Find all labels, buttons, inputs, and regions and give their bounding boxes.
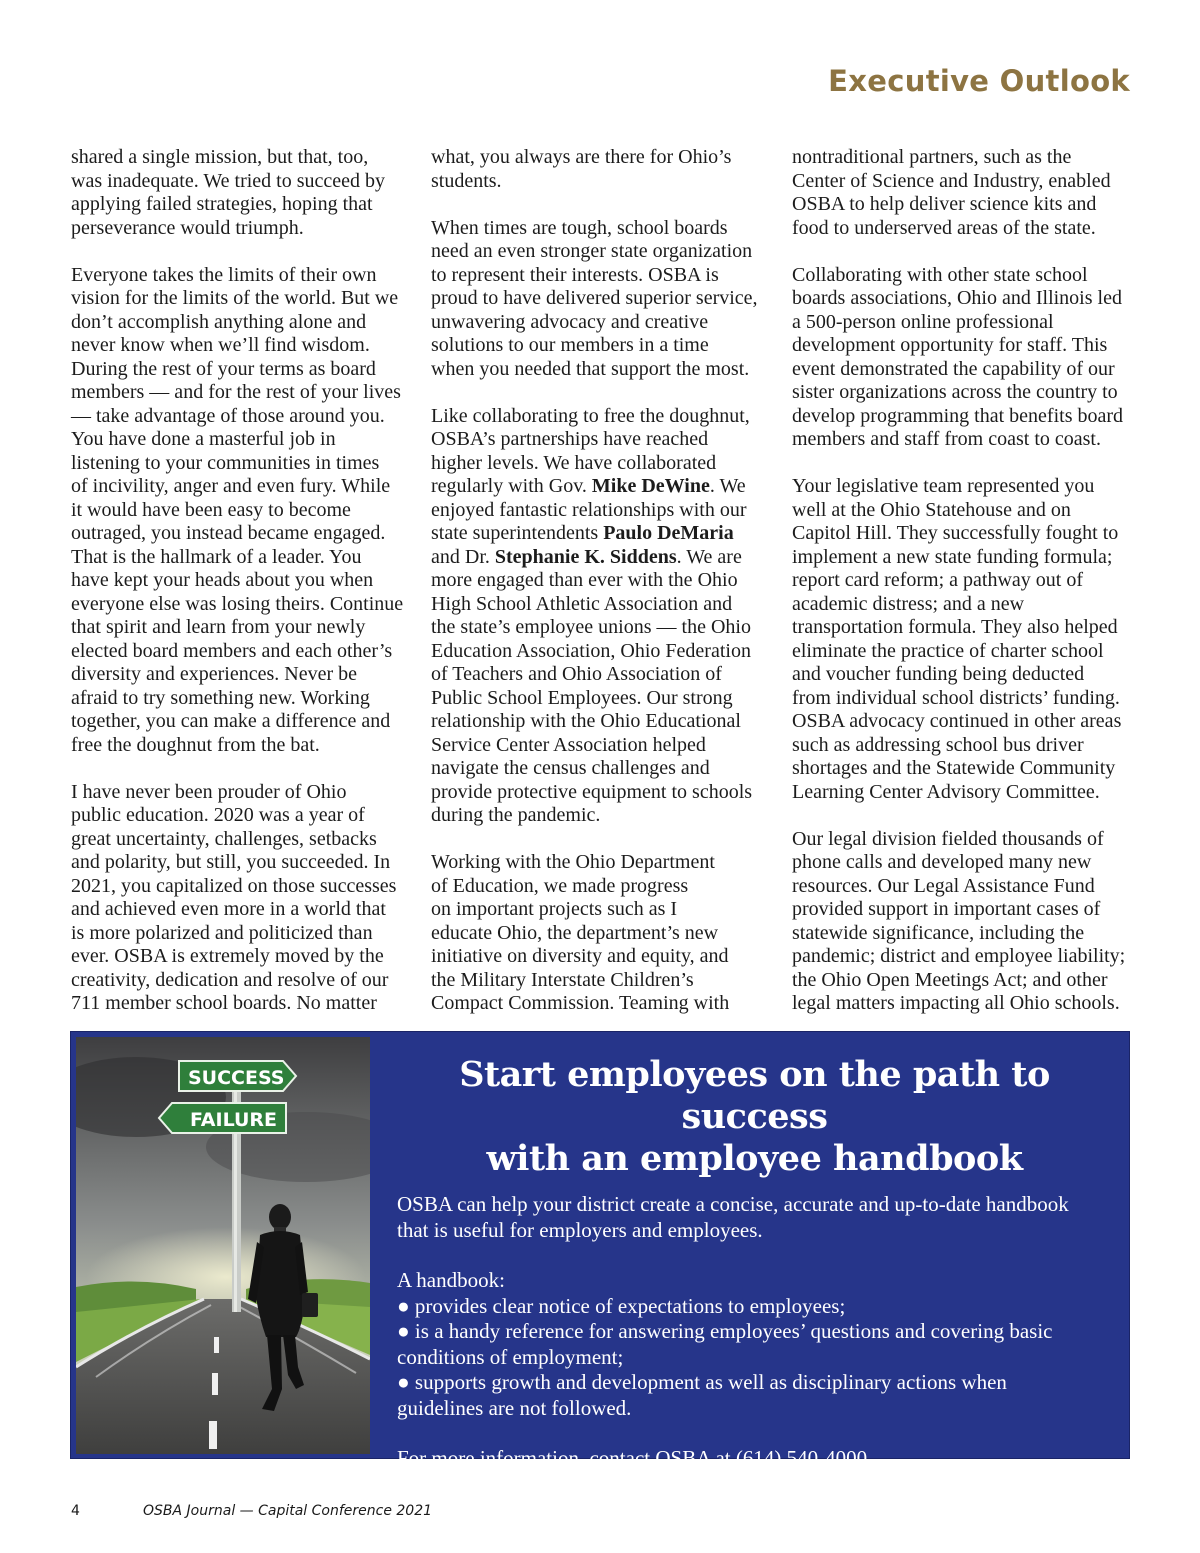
crossroads-signpost-photo [76,1037,370,1454]
text-line: development opportunity for staff. This [792,334,1108,356]
text-line: I have never been prouder of Ohio [71,780,347,803]
sign-success-label: SUCCESS [188,1067,285,1089]
text-line: higher levels. We have collaborated [431,451,717,474]
text-line: diversity and experiences. Never be [71,663,357,685]
text-line: the state’s employee unions — the Ohio [431,616,751,638]
text-line: pandemic; district and employee liability; [792,945,1126,967]
handbook-advertisement [70,1031,1130,1470]
text-line: proud to have delivered superior service, [431,287,758,309]
page-number: 4 [71,1503,80,1519]
text-line: never know when we’ll find wisdom. [71,334,370,356]
text-line: more engaged than ever with the Ohio [431,569,738,591]
text-line: and Dr. Stephanie K. Siddens. We are [431,545,742,568]
text-line: implement a new state funding formula; [792,545,1113,568]
text-line: was inadequate. We tried to succeed by [71,169,386,192]
text-line: applying failed strategies, hoping that [71,193,373,215]
text-line: on important projects such as I [431,898,678,920]
article-column-2 [431,146,776,1016]
paragraph [792,146,1137,240]
ad-text-line: A handbook: [397,1268,505,1292]
text-line: together, you can make a difference and [71,710,391,732]
text-line: everyone else was losing theirs. Continue [71,592,404,615]
text-line: Capitol Hill. They successfully fought to [792,522,1119,544]
text-line: that spirit and learn from your newly [71,616,366,638]
text-line: report card reform; a pathway out of [792,569,1083,591]
text-line: Collaborating with other state school [792,263,1088,286]
ad-headline-line-2: with an employee handbook [486,1138,1023,1179]
ad-text-line: For more information, contact OSBA at (614) 540-4000. [397,1446,873,1470]
text-line: Learning Center Advisory Committee. [792,780,1100,803]
text-line: boards associations, Ohio and Illinois led [792,287,1122,309]
paragraph [71,781,416,1016]
page-footer [71,1503,433,1519]
text-line: statewide significance, including the [792,921,1085,944]
text-line: and achieved even more in a world that [71,898,386,920]
paragraph [431,217,776,382]
text-line: educate Ohio, the department’s new [431,921,719,944]
ad-text-line: ● is a handy reference for answering employees’ questions and covering basic [397,1319,1053,1343]
text-line: Center of Science and Industry, enabled [792,169,1111,192]
paragraph [792,264,1137,452]
text-line: OSBA advocacy continued in other areas [792,710,1122,732]
text-line: provide protective equipment to schools [431,780,753,803]
text-line: to represent their interests. OSBA is [431,263,719,286]
text-line: public education. 2020 was a year of [71,804,365,826]
text-line: students. [431,169,502,192]
section-title: Executive Outlook [828,64,1130,98]
text-line: from individual school districts’ funding. [792,686,1120,709]
text-line: OSBA to help deliver science kits and [792,193,1097,215]
text-line: transportation formula. They also helped [792,616,1118,638]
text-line: Like collaborating to free the doughnut, [431,404,750,427]
ad-text-line: ● supports growth and development as well as disciplinary actions when [397,1370,1007,1394]
text-line: Working with the Ohio Department [431,851,715,873]
text-line: when you needed that support the most. [431,357,750,380]
ad-text-line: conditions of employment; [397,1344,624,1369]
text-line: When times are tough, school boards [431,216,728,239]
text-line: resources. Our Legal Assistance Fund [792,874,1095,897]
text-line: OSBA’s partnerships have reached [431,428,709,450]
text-line: regularly with Gov. Mike DeWine. We [431,475,746,497]
text-line: great uncertainty, challenges, setbacks [71,827,377,850]
article-column-1 [71,146,416,1016]
text-line: food to underserved areas of the state. [792,216,1096,239]
publication-name: OSBA Journal — Capital Conference 2021 [143,1503,433,1519]
text-line: sister organizations across the country to [792,381,1118,403]
ad-paragraph [397,1446,1112,1472]
text-line: of Education, we made progress [431,874,689,897]
article-column-3 [792,146,1137,1016]
text-line: well at the Ohio Statehouse and on [792,498,1071,521]
sign-failure-label: FAILURE [190,1109,278,1131]
text-line: navigate the census challenges and [431,757,710,779]
text-line: such as addressing school bus driver [792,733,1084,756]
text-line: free the doughnut from the bat. [71,733,320,756]
text-line: listening to your communities in times [71,451,380,474]
ad-paragraph [397,1268,1112,1421]
text-line: of incivility, anger and even fury. While [71,475,391,497]
text-line: shortages and the Statewide Community [792,757,1116,779]
text-line: Service Center Association helped [431,733,706,756]
text-line: enjoyed fantastic relationships with our [431,498,747,521]
text-line: perseverance would triumph. [71,216,304,239]
paragraph [431,405,776,828]
ad-text-area [397,1032,1112,1497]
text-line: state superintendents Paulo DeMaria [431,522,734,544]
text-line: Everyone takes the limits of their own [71,263,377,286]
text-line: develop programming that benefits board [792,404,1124,427]
text-line: Education Association, Ohio Federation [431,639,751,662]
text-line: phone calls and developed many new [792,851,1092,873]
text-line: and polarity, but still, you succeeded. In [71,851,391,873]
text-line: what, you always are there for Ohio’s [431,146,732,168]
text-line: creativity, dedication and resolve of our [71,968,389,991]
text-line: the Military Interstate Children’s [431,968,694,991]
paragraph [792,828,1137,1016]
text-line: provided support in important cases of [792,898,1101,920]
text-line: Our legal division fielded thousands of [792,827,1104,850]
text-line: relationship with the Ohio Educational [431,710,741,732]
text-line: During the rest of your terms as board [71,357,376,380]
text-line: it would have been easy to become [71,498,351,521]
text-line: eliminate the practice of charter school [792,639,1104,662]
text-line: don’t accomplish anything alone and [71,310,367,333]
text-line: need an even stronger state organization [431,240,753,262]
text-line: Compact Commission. Teaming with [431,992,730,1014]
text-line: That is the hallmark of a leader. You [71,545,362,568]
ad-text-line: that is useful for employers and employees. [397,1217,763,1242]
ad-text-line: OSBA can help your district create a concise, accurate and up-to-date handbook [397,1192,1069,1216]
text-line: You have done a masterful job in [71,428,336,450]
text-line: the Ohio Open Meetings Act; and other [792,968,1108,991]
text-line: is more polarized and politicized than [71,921,373,944]
text-line: a 500-person online professional [792,310,1054,333]
text-line: during the pandemic. [431,804,601,826]
ad-headline-line-1: Start employees on the path to success [459,1054,1050,1137]
text-line: members — and for the rest of your lives [71,381,401,403]
text-line: afraid to try something new. Working [71,686,370,709]
text-line: and voucher funding being deducted [792,663,1085,685]
text-line: 711 member school boards. No matter [71,992,377,1014]
paragraph [431,851,776,1016]
text-line: elected board members and each other’s [71,639,393,662]
ad-paragraph [397,1192,1112,1243]
ad-body [397,1192,1112,1472]
text-line: High School Athletic Association and [431,592,733,615]
paragraph [71,264,416,758]
ad-text-line: ● provides clear notice of expectations to employees; [397,1293,846,1318]
text-line: of Teachers and Ohio Association of [431,663,722,685]
text-line: — take advantage of those around you. [71,404,385,427]
ad-text-line: guidelines are not followed. [397,1395,632,1420]
text-line: solutions to our members in a time [431,334,709,356]
ad-headline [397,1054,1112,1180]
text-line: outraged, you instead became engaged. [71,522,386,544]
text-line: event demonstrated the capability of our [792,357,1115,380]
text-line: Your legislative team represented you [792,475,1095,497]
text-line: ever. OSBA is extremely moved by the [71,945,384,967]
text-line: shared a single mission, but that, too, [71,146,369,168]
text-line: 2021, you capitalized on those successes [71,874,397,897]
text-line: vision for the limits of the world. But we [71,287,399,309]
paragraph [71,146,416,240]
text-line: Public School Employees. Our strong [431,686,733,709]
paragraph [792,475,1137,804]
text-line: academic distress; and a new [792,592,1025,615]
paragraph [431,146,776,193]
text-line: have kept your heads about you when [71,569,374,591]
text-line: unwavering advocacy and creative [431,310,709,333]
text-line: members and staff from coast to coast. [792,428,1101,450]
text-line: initiative on diversity and equity, and [431,945,729,967]
text-line: nontraditional partners, such as the [792,146,1072,168]
text-line: legal matters impacting all Ohio schools. [792,992,1120,1014]
